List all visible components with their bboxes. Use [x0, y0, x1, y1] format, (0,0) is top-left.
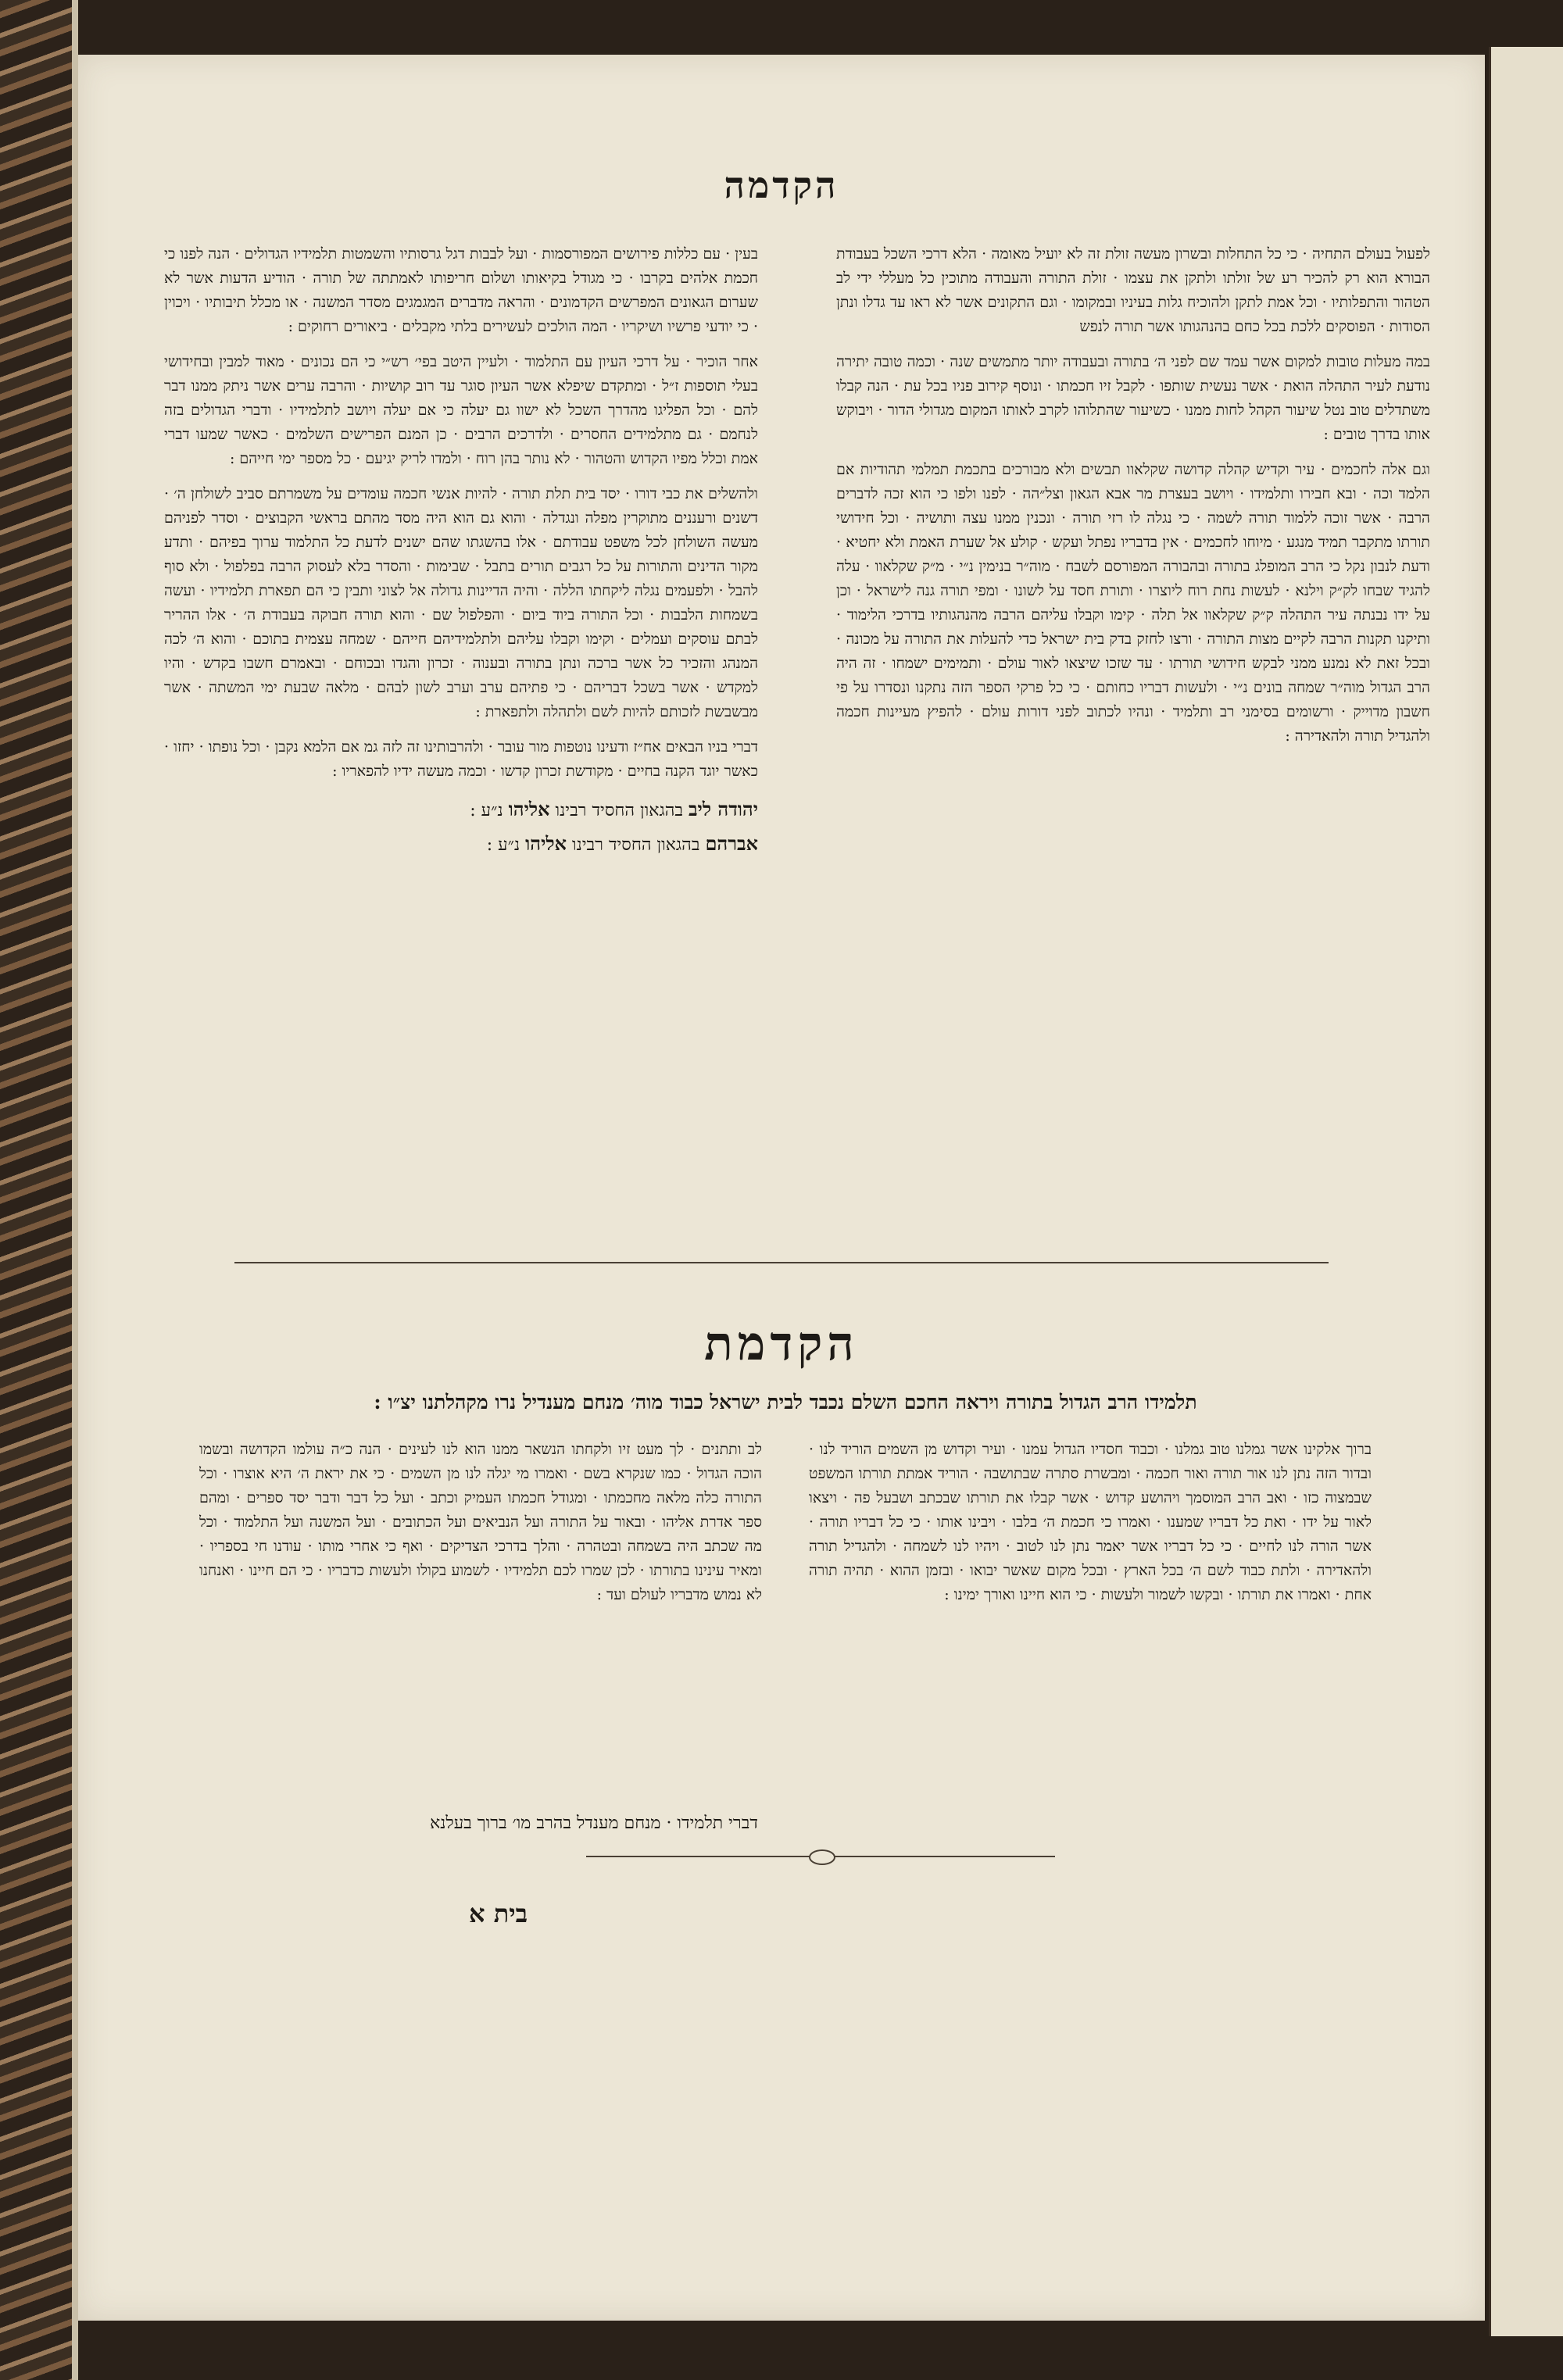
paragraph: במה מעלות טובות למקום אשר עמד שם לפני ה׳ בתורה ובעבודה יותר מתמשים שנה · וכמה טובה יתירה נודעת לעיר התהלה הואת · אשר נעשית שותפו · לקבל זיו חכמתו · ונוסף קירוב פניו בכל עת · הנה קבלו משתדלים טוב נטל שיעור הקהל לחות ממנו · כשיעור שהתלוהו לקרב לאותו המקום מגדולי הדור · ויבוקש אותו בדרך טובים : [836, 353, 1430, 443]
right-column [809, 1438, 1372, 1828]
left-column [164, 242, 758, 1250]
paragraph: ברוך אלקינו אשר גמלנו טוב גמלנו · וכבוד חסדיו הגדול עמנו · ועיר וקדוש מן השמים הוריד לנו · ובדור הזה נתן לנו אור תורה ואור חכמה · ומבשרת סתרה שבתושבה · הוריד אמתת תורתו המשפט שבמצוה כזו · ואב הרב המוסמך ויהושע קדוש · אשר קבלו את תורתו שבכתב ושבעל פה · ויצאו לאור על ידו · ואת כל דבריו שמענו · ואמרו כי חכמת ה׳ בלבו · ויבינו אותו · כי כל דבריו תורה · אשר הורה לנו לחיים · כי כל דבריו אשר יאמר נתן לנו לטוב · ויהיו לנו לשמחה · ולהגדיל תורה ולהאדירה · ולתת כבוד לשם ה׳ בכל הארץ · ובכל מקום שאשר יבואו · ובזמן ההוא · תהיה תורה אחת · ואמרו את תורתו · ובקשו לשמור ולעשות · כי הוא חיינו ואורך ימינו : [809, 1441, 1372, 1603]
spine-edge [72, 0, 78, 2380]
right-column [836, 242, 1430, 1250]
signature-mark: בית א [469, 1899, 528, 1928]
top-columns [164, 242, 1430, 1258]
closing-signature: דברי תלמידו · מנחם מענדל בהרב מו׳ ברוך בעלנא [430, 1814, 758, 1833]
page-title: הקדמה [724, 164, 839, 206]
paragraph: בעין · עם כללות פירושים המפורסמות · ועל לבבות דגל גרסותיו והשמטות תלמידיו הגדולים · הנה לפנו כי חכמת אלהים בקרבו · כי מגודל בקיאותו ושלום חריפותו לאמתתה של תורה · הודיע הדעות אשר לא שערום הגאונים המפרשים הקדמונים · והראה מדברים המגמגים מסדר המשנה · או מכלל תיבותיו · ויכוין · כי יודעי פרשיו ושיקריו · המה הולכים לעשירים בלתי מקבלים · ביאורים רחוקים : [164, 245, 758, 335]
section-subtitle: תלמידו הרב הגדול בתורה ויראה החכם השלם נכבד לבית ישראל כבוד מוה׳ מנחם מענדיל נרו מקהלתנו יצ״ו : [374, 1391, 1197, 1413]
paragraph: וגם אלה לחכמים · עיר וקדיש קהלה קדושה שקלאוו תבשים ולא מבורכים בתכמת תמלמי תהודיות אם הלמד וכה · ובא חבירו ותלמידו · ויושב בעצרת מר אבא הגאון וצל״הה · לפנו ולפו כי הוא זכה לדברים הרבה · אשר זוכה ללמוד תורה לשמה · כי נגלה לו רזי תורה · ונכנין ממנו עצה ותושיה · וכל חידושי תורתו מתקבר תמיד מנגע · מיוחו לחכמים · אין בדבריו נפתל ועקש · קולע אל שערת האמת ולא יחטיא · ודעת לנבון נקל כי הרב המופלג בתורה ובהבורה המפורסם לשבח · מוה״ר בנימין נ״י · מ״ק שקלאוו · עלה להגיד שבחו לק״ק וילנא · לעשות נחת רוח ליוצרו · ותורת חסד על לשונו · ומפי תורה גנה לישראל · וכן על ידו נבנתה עיר התהלה ק״ק שקלאוו אל תלה · קימו וקבלו עליהם הרבה מהנהגותיו בדרכי הלימוד · ותיקנו תקנות הרבה לקיים מצות התורה · ורצו לחזק בדק בית ישראל כדי להעלות את התורה על מכונה · ובכל זאת לא נמנע ממני לבקש חידושי תורתו · עד שזכו שיצאו לאור עולם · ותמימים ישמחו · זה היה הרב הגדול מוה״ר שמחה בונים נ״י · ולעשות דבריו כחותם · כי כל פרקי הספר הזה נתקנו ונסדרו על פי חשבון מדוייק · ורשומים בסימני רב ותלמיד · ונהיו לכתוב לפני דורות עולם · להפיץ מעיינות חכמה ולהגדיל תורה ולהאדירה : [836, 461, 1430, 745]
next-page-edge [1489, 47, 1563, 2336]
paragraph: דברי בניו הבאים אח״ז ודעינו נוטפות מור עובר · ולהרבותינו זה לזה גמ אם הלמא נקבן · וכל נופתו · יחזו · כאשר יוגד הקנה בחיים · מקודשת זכרון קדשו · וכמה מעשה ידיו להפאריו : [164, 738, 758, 780]
book-binding [0, 0, 72, 2380]
signature-line: יהודה ליב בהגאון החסיד רבינו אליהו נ״ע : [470, 798, 758, 820]
paragraph: ולהשלים את כבי דורו · יסד בית תלת תורה · להיות אנשי חכמה עומדים על משמרתם סביב לשולחן ה׳ · דשנים ורעננים מתוקרין מפלה ונגדלה · והוא גם הוא היה מסד מהתם בראשי הקבוצים · וסדר לפניהם מעשה השולחן לכל משפט עבודתם · אלו בהשגתו שהם ישנים לדעת כל התלמוד ערוך בפיהם · ותדע מקור הדינים והתורות על כל רגבים תורים בתבל · שבימות · והסדר בלא לעסוק הרבה בפלפול · ולא סוף להבל · ולפעמים נגלה ליקחתו הללה · והיה הדיינות גדולה אל לצוני ותבין כי הם תפארת תלמידיו · ועשה בשמחות הלבבות · וכל התורה ביוד ביום · והפלפול שם · והוא תורה חבוקה בעבודת ה׳ · אלו ההריר לבתם עוסקים ועמלים · וקימו וקבלו עליהם ולתלמידיהם חייהם · שמחה עצמית בתוכם · והוא ה׳ לכה המנהג והזכיר כל אשר ברכה ונתן בתורה ובענוה · זכרון והגדו ובכוחם · ובאמרם חשבו בקדש · והיו למקדש · אשר בשכל דבריהם · כי פתיהם ערב וערב לשון לבהם · מלאה שבעת ימי המשתה · אשר מבשבשת לזכותם להיות לשם ולתהלה ולתפארת : [164, 485, 758, 720]
ornamental-divider [586, 1856, 1055, 1864]
left-column [199, 1438, 762, 1828]
section-title: הקדמת [704, 1317, 859, 1371]
bottom-columns [199, 1438, 1372, 1828]
paragraph: לב ותתנים · לך מעט זיו ולקחתו הנשאר ממנו הוא לנו לעינים · הנה כ״ה עולמו הקדושה ובשמו הוכה הגדול · כמו שנקרא בשם · ואמרו מי יגלה לנו מן השמים · כי את יראת ה׳ היא אוצרו · וכל התורה כלה מלאה מחכמתו · ומגודל חכמתו העמיק וכתב · ועל כל דבר ודבר יסד ספרים · ומהם ספר אדרת אליהו · ובאור על התורה ועל הנביאים ועל הכתובים · ועל המשנה ועל התלמוד · וכל מה שכתב היה בשמחה ובטהרה · והלך בדרכי הצדיקים · ואף כי אחרי מותו · עודנו חי בספריו · ומאיר עינינו בתורתו · לכן שמרו לכם תלמידיו · לשמוע בקולו ולעשות כדבריו · כי הם חיינו · ואנחנו לא נמוש מדבריו לעולם ועד : [199, 1441, 762, 1603]
paragraph: לפעול בעולם התחיה · כי כל התחלות ובשרון מעשה זולת זה לא יועיל מאומה · הלא דרכי השכל בעבודת הבורא הוא רק להכיר רע של זולתו ולתקן את עצמו · זולת התורה והעבודה מתוכין כל מעללי ידי לב הטהור והתפלותיו · וכל אמת לתקן ולהוכיח גלות בעיניו ובמקומו · וגם התקונים אשר לא ראו עד גדלו ונתן הסודות · הפוסקים ללכת בכל כחם בהנהגותו אשר תורה לנפש [836, 245, 1430, 335]
paragraph: אחר הוכיר · על דרכי העיון עם התלמוד · ולעיין היטב בפי׳ רש״י כי הם נכונים · מאוד למבין ובחידושי בעלי תוספות ז״ל · ומתקדם שיפלא אשר העיון סוגר עד רוב קושיות · והרבה ערים אשר ניתק ממנו דבר להם · וכל הפליגו מהדרך השכל לא ישוו גם יעלה כי אם יעלה ויושב לתלמידיו · ודברי הגדולים בזה לנחמם · גם מתלמידים החסרים · ולדרכים הרבים · כן המנם הפרישים השלמים · כאשר שמעו דברי אמת וכלל מפיו הקדוש והטהור · לא נותר בהן רוח · ולמדו לריק יגיעם · כל מספר ימי חייהם : [164, 353, 758, 467]
signature-line: אברהם בהגאון החסיד רבינו אליהו נ״ע : [486, 832, 758, 855]
ornamental-divider [234, 1262, 1329, 1274]
book-page [78, 55, 1485, 2321]
